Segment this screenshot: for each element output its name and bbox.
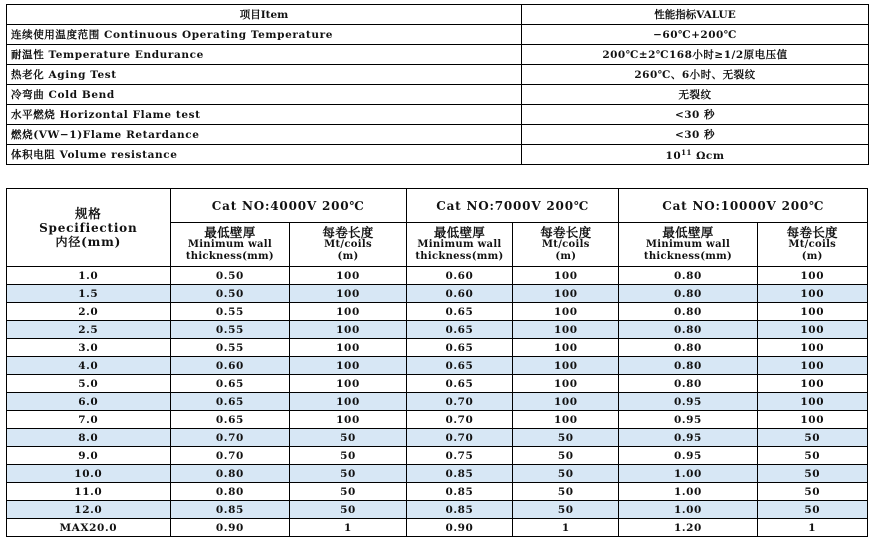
coil-length-cell: 100 [513,321,619,339]
spec-cell: 3.0 [7,339,171,357]
min-wall-cell: 0.85 [406,501,512,519]
min-wall-cell: 0.80 [619,321,757,339]
min-wall-cell: 0.65 [170,393,290,411]
min-wall-cell: 0.85 [406,483,512,501]
table-row [7,285,868,303]
resistance-unit: Ωcm [691,149,725,162]
min-wall-cell: 1.20 [619,519,757,537]
category-4000v: Cat NO:4000V 200℃ [170,189,406,223]
property-value: 260℃、6小时、无裂纹 [522,65,869,85]
properties-table [6,4,869,165]
property-row [7,45,869,65]
min-wall-cell: 0.90 [170,519,290,537]
min-wall-cell: 0.80 [170,483,290,501]
spec-cell: 5.0 [7,375,171,393]
min-wall-cell: 0.95 [619,393,757,411]
coil-length-cell: 50 [757,447,868,465]
spec-cell: 1.5 [7,285,171,303]
property-row [7,145,869,165]
table-row [7,321,868,339]
property-row [7,65,869,85]
coil-length-cell: 100 [757,303,868,321]
min-wall-cell: 0.75 [406,447,512,465]
min-wall-cell: 0.95 [619,411,757,429]
coil-length-cell: 50 [290,447,407,465]
property-item: 水平燃烧 Horizontal Flame test [7,105,522,125]
min-wall-cell: 0.80 [170,465,290,483]
coil-length-cell: 1 [757,519,868,537]
spec-cell: 11.0 [7,483,171,501]
min-wall-header: 最低壁厚 Minimum wall thickness(mm) [406,223,512,267]
table-row [7,411,868,429]
min-wall-cell: 0.70 [406,411,512,429]
coil-length-cell: 50 [757,429,868,447]
spec-cell: 8.0 [7,429,171,447]
spec-header-cn: 规格 [74,205,102,221]
min-wall-cell: 0.95 [619,429,757,447]
property-row [7,85,869,105]
properties-header-row [7,5,869,25]
spec-header-en: Specifiection [39,220,138,235]
coil-length-cell: 50 [290,429,407,447]
min-wall-cell: 0.60 [406,285,512,303]
property-item: 耐温性 Temperature Endurance [7,45,522,65]
table-row [7,447,868,465]
spec-cell: MAX20.0 [7,519,171,537]
coil-length-cell: 100 [757,375,868,393]
table-row [7,303,868,321]
min-wall-cell: 0.65 [170,375,290,393]
min-wall-cell: 0.50 [170,285,290,303]
min-wall-cell: 0.80 [619,375,757,393]
min-wall-cell: 0.65 [406,375,512,393]
min-wall-cell: 0.60 [406,267,512,285]
coil-length-header: 每卷长度 Mt/coils (m) [290,223,407,267]
min-wall-cell: 0.55 [170,303,290,321]
table-row [7,393,868,411]
coil-length-cell: 100 [290,357,407,375]
coil-length-cell: 100 [757,357,868,375]
coil-length-cell: 50 [513,483,619,501]
table-row [7,501,868,519]
property-item: 连续使用温度范围 Continuous Operating Temperature [7,25,522,45]
min-wall-cell: 0.70 [406,393,512,411]
spec-cell: 6.0 [7,393,171,411]
coil-length-cell: 50 [757,501,868,519]
spec-cell: 7.0 [7,411,171,429]
min-wall-cell: 0.70 [170,429,290,447]
coil-length-cell: 100 [513,285,619,303]
property-item: 热老化 Aging Test [7,65,522,85]
min-wall-cell: 0.65 [406,321,512,339]
coil-length-cell: 50 [513,501,619,519]
coil-length-cell: 50 [513,429,619,447]
min-wall-header: 最低壁厚 Minimum wall thickness(mm) [619,223,757,267]
coil-length-cell: 100 [290,339,407,357]
spec-header-cn2: 内径(mm) [55,234,122,249]
table-row [7,375,868,393]
coil-length-cell: 100 [290,321,407,339]
table-row [7,429,868,447]
table-row [7,465,868,483]
category-7000v: Cat NO:7000V 200℃ [406,189,619,223]
coil-length-cell: 50 [757,483,868,501]
value-header: 性能指标VALUE [522,5,869,25]
resistance-base: 10 [665,149,682,162]
coil-length-cell: 100 [290,411,407,429]
coil-length-cell: 100 [513,357,619,375]
min-wall-cell: 0.65 [170,411,290,429]
coil-length-cell: 50 [290,483,407,501]
min-wall-cell: 1.00 [619,483,757,501]
category-10000v: Cat NO:10000V 200℃ [619,189,868,223]
coil-length-cell: 100 [757,285,868,303]
coil-length-cell: 50 [513,447,619,465]
spec-cell: 12.0 [7,501,171,519]
min-wall-header: 最低壁厚 Minimum wall thickness(mm) [170,223,290,267]
specification-header [7,189,171,267]
coil-length-cell: 100 [757,321,868,339]
coil-length-cell: 100 [290,285,407,303]
min-wall-cell: 0.80 [619,267,757,285]
min-wall-cell: 0.60 [170,357,290,375]
table-row [7,483,868,501]
table-row [7,519,868,537]
spec-cell: 4.0 [7,357,171,375]
min-wall-cell: 0.80 [619,357,757,375]
spec-cell: 2.0 [7,303,171,321]
coil-length-header: 每卷长度 Mt/coils (m) [757,223,868,267]
property-value: −60℃+200℃ [522,25,869,45]
coil-length-cell: 100 [290,393,407,411]
table-row [7,267,868,285]
min-wall-cell: 0.80 [619,303,757,321]
coil-length-cell: 100 [513,303,619,321]
coil-length-cell: 100 [513,267,619,285]
min-wall-cell: 0.65 [406,357,512,375]
min-wall-cell: 0.50 [170,267,290,285]
min-wall-cell: 0.85 [406,465,512,483]
spec-cell: 1.0 [7,267,171,285]
coil-length-cell: 100 [513,339,619,357]
category-header-row [7,189,868,223]
min-wall-cell: 0.70 [170,447,290,465]
coil-length-cell: 100 [757,393,868,411]
coil-length-cell: 100 [757,339,868,357]
coil-length-cell: 100 [290,303,407,321]
min-wall-cell: 0.55 [170,321,290,339]
coil-length-cell: 100 [290,375,407,393]
property-value: <30 秒 [522,125,869,145]
min-wall-cell: 0.80 [619,339,757,357]
coil-length-cell: 100 [513,411,619,429]
coil-length-cell: 100 [513,393,619,411]
property-row [7,125,869,145]
table-row [7,339,868,357]
coil-length-cell: 1 [290,519,407,537]
min-wall-cell: 0.95 [619,447,757,465]
table-row [7,357,868,375]
property-value: 无裂纹 [522,85,869,105]
coil-length-cell: 50 [290,501,407,519]
property-row [7,105,869,125]
min-wall-cell: 0.80 [619,285,757,303]
property-value: 200℃±2℃168小时≥1/2原电压值 [522,45,869,65]
coil-length-cell: 50 [290,465,407,483]
property-item: 体积电阻 Volume resistance [7,145,522,165]
coil-length-cell: 100 [290,267,407,285]
spec-cell: 2.5 [7,321,171,339]
min-wall-cell: 0.65 [406,303,512,321]
min-wall-cell: 0.85 [170,501,290,519]
coil-length-cell: 1 [513,519,619,537]
min-wall-cell: 0.90 [406,519,512,537]
property-row [7,25,869,45]
specification-table [6,188,868,537]
coil-length-cell: 50 [757,465,868,483]
min-wall-cell: 0.70 [406,429,512,447]
property-item: 燃烧(VW−1)Flame Retardance [7,125,522,145]
resistance-exponent: 11 [681,147,692,157]
coil-length-cell: 100 [757,267,868,285]
min-wall-cell: 1.00 [619,465,757,483]
spec-cell: 10.0 [7,465,171,483]
min-wall-cell: 0.55 [170,339,290,357]
item-header: 项目Item [7,5,522,25]
property-value: <30 秒 [522,105,869,125]
coil-length-cell: 50 [513,465,619,483]
spec-cell: 9.0 [7,447,171,465]
min-wall-cell: 1.00 [619,501,757,519]
coil-length-header: 每卷长度 Mt/coils (m) [513,223,619,267]
property-item: 冷弯曲 Cold Bend [7,85,522,105]
property-value [522,145,869,165]
coil-length-cell: 100 [757,411,868,429]
min-wall-cell: 0.65 [406,339,512,357]
coil-length-cell: 100 [513,375,619,393]
